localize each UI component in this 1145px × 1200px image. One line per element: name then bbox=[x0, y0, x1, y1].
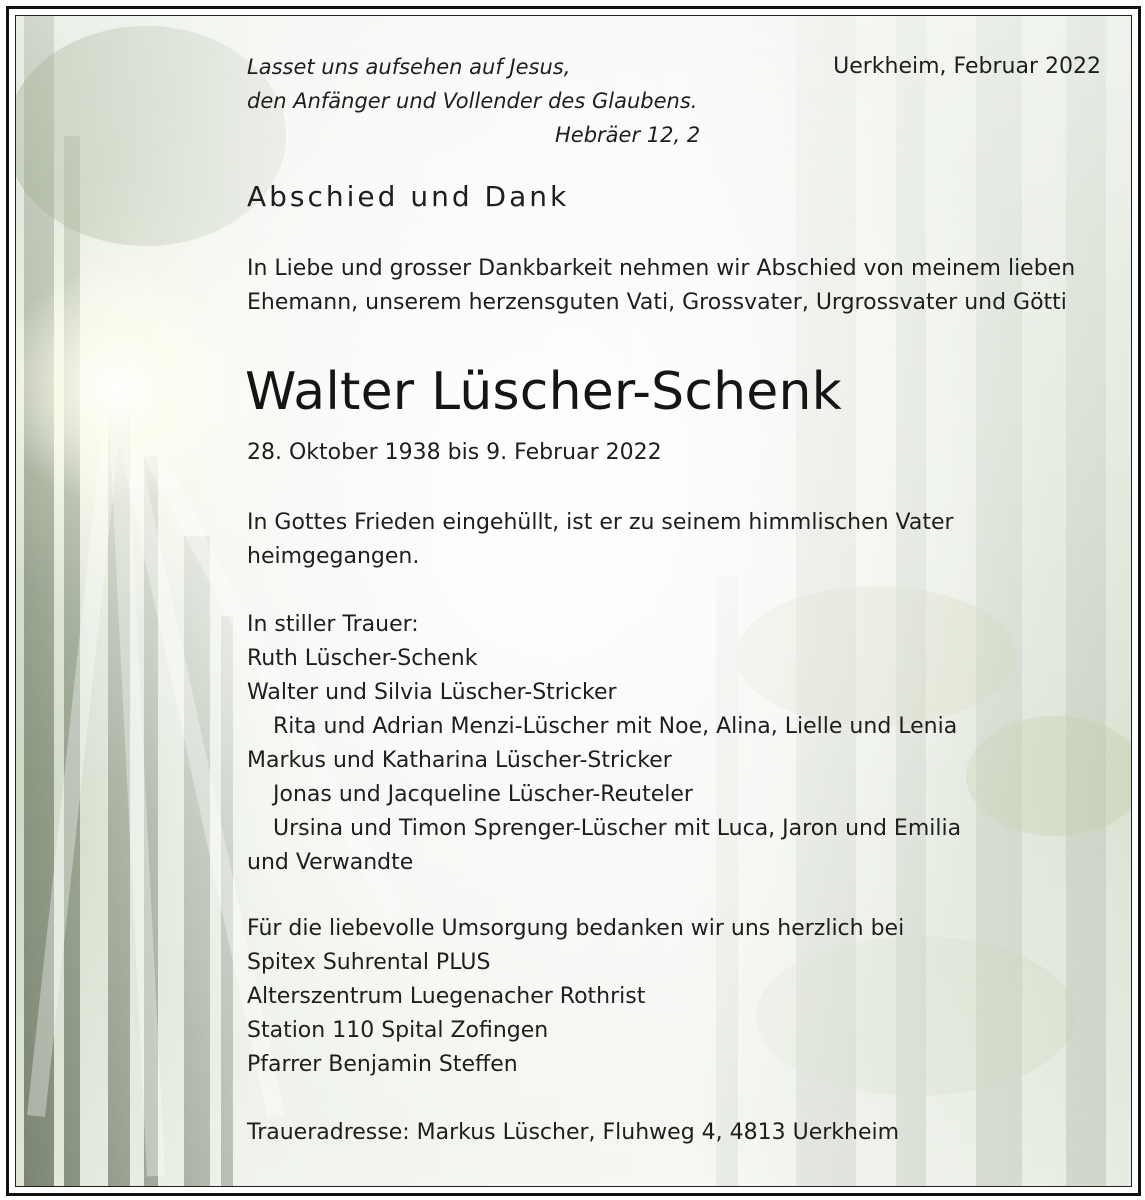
deceased-name: Walter Lüscher-Schenk bbox=[245, 362, 842, 422]
mourner-name: Jonas und Jacqueline Lüscher-Reuteler bbox=[273, 782, 693, 807]
mourners-list bbox=[247, 608, 961, 880]
life-dates: 28. Oktober 1938 bis 9. Februar 2022 bbox=[247, 440, 662, 465]
verse-reference: Hebräer 12, 2 bbox=[555, 123, 701, 147]
peace-line-2: heimgegangen. bbox=[247, 544, 420, 569]
mourners-title: In stiller Trauer: bbox=[247, 612, 419, 637]
place-date: Uerkheim, Februar 2022 bbox=[833, 54, 1101, 79]
thanks-title: Für die liebevolle Umsorgung bedanken wir uns herzlich bei bbox=[247, 916, 905, 941]
obituary-frame bbox=[6, 6, 1141, 1196]
thanks-item: Station 110 Spital Zofingen bbox=[247, 1018, 549, 1043]
mourner-name: Ruth Lüscher-Schenk bbox=[247, 646, 478, 671]
mourning-address: Traueradresse: Markus Lüscher, Fluhweg 4, 4813 Uerkheim bbox=[247, 1120, 900, 1145]
mourner-name: Markus und Katharina Lüscher-Stricker bbox=[247, 748, 672, 773]
thanks-item: Spitex Suhrental PLUS bbox=[247, 950, 491, 975]
intro-line-2: Ehemann, unserem herzensguten Vati, Grossvater, Urgrossvater und Götti bbox=[247, 290, 1067, 315]
thanks-item: Alterszentrum Luegenacher Rothrist bbox=[247, 984, 646, 1009]
mourner-name: Ursina und Timon Sprenger-Lüscher mit Luca, Jaron und Emilia bbox=[273, 816, 962, 841]
mourner-name: Walter und Silvia Lüscher-Stricker bbox=[247, 680, 617, 705]
bible-verse bbox=[247, 50, 700, 152]
obituary-content bbox=[16, 16, 1131, 1186]
thanks-list bbox=[247, 912, 904, 1082]
intro-text bbox=[247, 252, 1075, 320]
peace-line-1: In Gottes Frieden eingehüllt, ist er zu seinem himmlischen Vater bbox=[247, 510, 954, 535]
heading: Abschied und Dank bbox=[247, 180, 570, 213]
mourner-name: Rita und Adrian Menzi-Lüscher mit Noe, Alina, Lielle und Lenia bbox=[273, 714, 958, 739]
thanks-item: Pfarrer Benjamin Steffen bbox=[247, 1052, 518, 1077]
obituary-card bbox=[15, 15, 1132, 1187]
mourner-name: und Verwandte bbox=[247, 850, 414, 875]
verse-line-1: Lasset uns aufsehen auf Jesus, bbox=[247, 55, 571, 79]
intro-line-1: In Liebe und grosser Dankbarkeit nehmen wir Abschied von meinem lieben bbox=[247, 256, 1076, 281]
peace-text bbox=[247, 506, 954, 574]
verse-line-2: den Anfänger und Vollender des Glaubens. bbox=[247, 89, 698, 113]
